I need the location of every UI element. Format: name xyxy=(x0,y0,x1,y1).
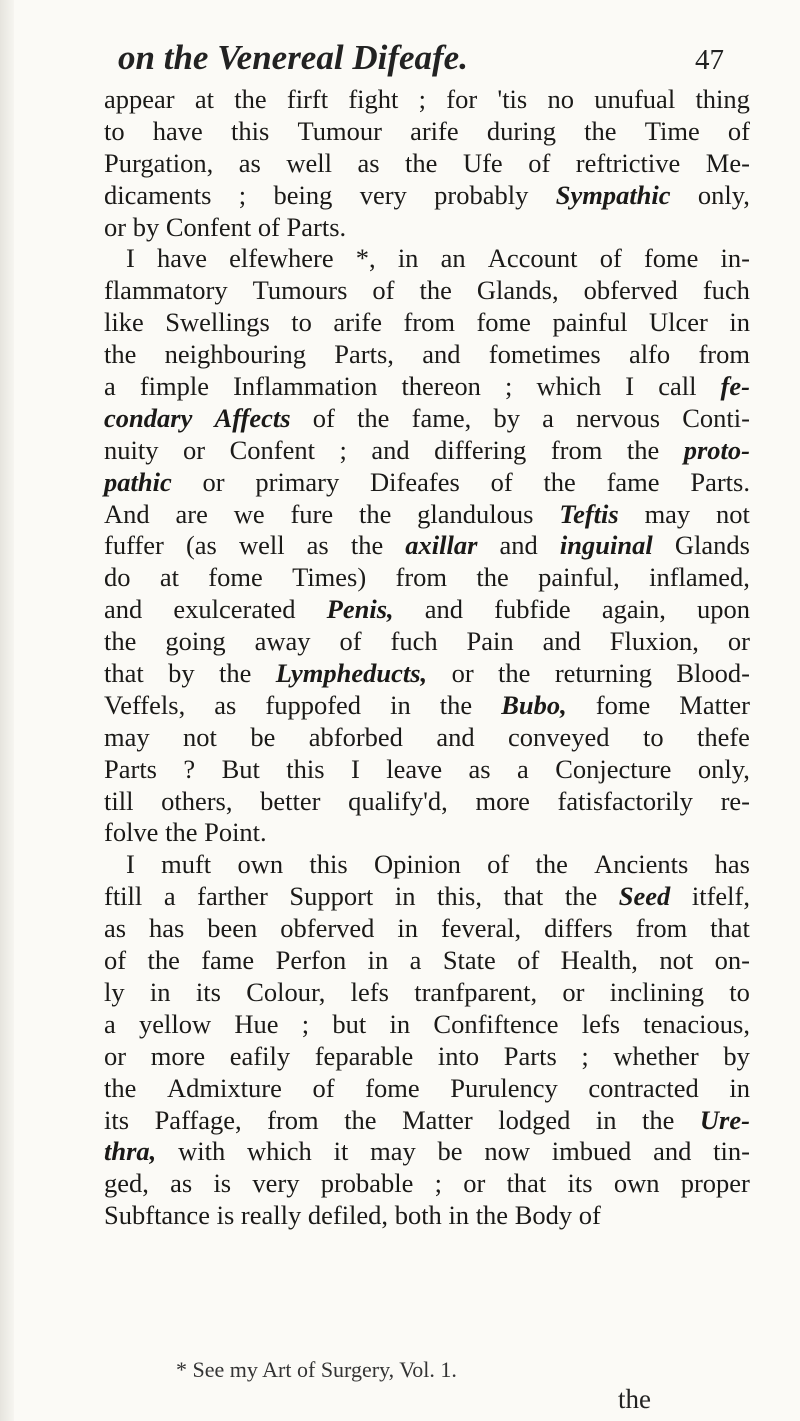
text-line: dicaments ; being very probably Sympathic only, xyxy=(104,179,750,210)
page-header xyxy=(118,38,724,90)
catchword: the xyxy=(618,1384,651,1414)
text-line: folve the Point. xyxy=(104,817,267,848)
text-line: ly in its Colour, lefs tranfparent, or inclining to xyxy=(104,976,750,1007)
text-line: appear at the firft fight ; for 'tis no unufual thing xyxy=(104,84,750,114)
text-line: And are we fure the glandulous Teftis may not xyxy=(104,498,750,529)
body-text xyxy=(104,84,750,1232)
text-line: or more eafily feparable into Parts ; whether by xyxy=(104,1040,750,1071)
text-line: till others, better qualify'd, more fatisfactorily re- xyxy=(104,785,750,816)
text-line: a yellow Hue ; but in Confiftence lefs tenacious, xyxy=(104,1008,750,1039)
text-line: Subftance is really defiled, both in the Body of xyxy=(104,1200,601,1231)
text-line: as has been obferved in feveral, differs from that xyxy=(104,913,750,944)
text-line: I muft own this Opinion of the Ancients has xyxy=(126,849,750,880)
footnote: * See my Art of Surgery, Vol. 1. xyxy=(176,1357,457,1382)
text-line: flammatory Tumours of the Glands, obferved fuch xyxy=(104,275,750,306)
text-line: the neighbouring Parts, and fometimes alfo from xyxy=(104,339,750,370)
text-line: the going away of fuch Pain and Fluxion, or xyxy=(104,626,750,657)
text-line: ftill a farther Support in this, that the Seed itfelf, xyxy=(104,881,750,912)
text-line: do at fome Times) from the painful, inflamed, xyxy=(104,562,750,593)
text-line: Veffels, as fuppofed in the Bubo, fome Matter xyxy=(104,689,750,720)
text-line: that by the Lympheducts, or the returning Blood- xyxy=(104,658,750,689)
text-line: fuffer (as well as the axillar and inguinal Glands xyxy=(104,530,750,561)
text-line: and exulcerated Penis, and fubfide again, upon xyxy=(104,594,750,625)
text-line: pathic or primary Difeafes of the fame Parts. xyxy=(104,466,750,497)
text-line: the Admixture of fome Purulency contracted in xyxy=(104,1072,750,1103)
page-number: 47 xyxy=(695,44,724,76)
text-line: to have this Tumour arife during the Time of xyxy=(104,115,750,146)
text-line: its Paffage, from the Matter lodged in the Ure- xyxy=(104,1104,750,1135)
text-line: or by Confent of Parts. xyxy=(104,211,347,242)
text-line: nuity or Confent ; and differing from the proto- xyxy=(104,434,750,465)
text-line: may not be abforbed and conveyed to thefe xyxy=(104,721,750,752)
text-line: I have elfewhere *, in an Account of fome in- xyxy=(126,243,750,274)
running-title: on the Venereal Difeafe. xyxy=(118,38,468,77)
text-line: condary Affects of the fame, by a nervous Conti- xyxy=(104,402,750,433)
text-line: a fimple Inflammation thereon ; which I call fe- xyxy=(104,371,750,402)
text-line: ged, as is very probable ; or that its own proper xyxy=(104,1168,750,1199)
text-line: of the fame Perfon in a State of Health, not on- xyxy=(104,945,750,976)
text-line: thra, with which it may be now imbued and tin- xyxy=(104,1136,750,1167)
text-line: Parts ? But this I leave as a Conjecture only, xyxy=(104,753,750,784)
text-line: Purgation, as well as the Ufe of reftrictive Me- xyxy=(104,147,750,178)
page-edge-shadow xyxy=(0,0,14,1421)
text-line: like Swellings to arife from fome painful Ulcer in xyxy=(104,307,750,338)
